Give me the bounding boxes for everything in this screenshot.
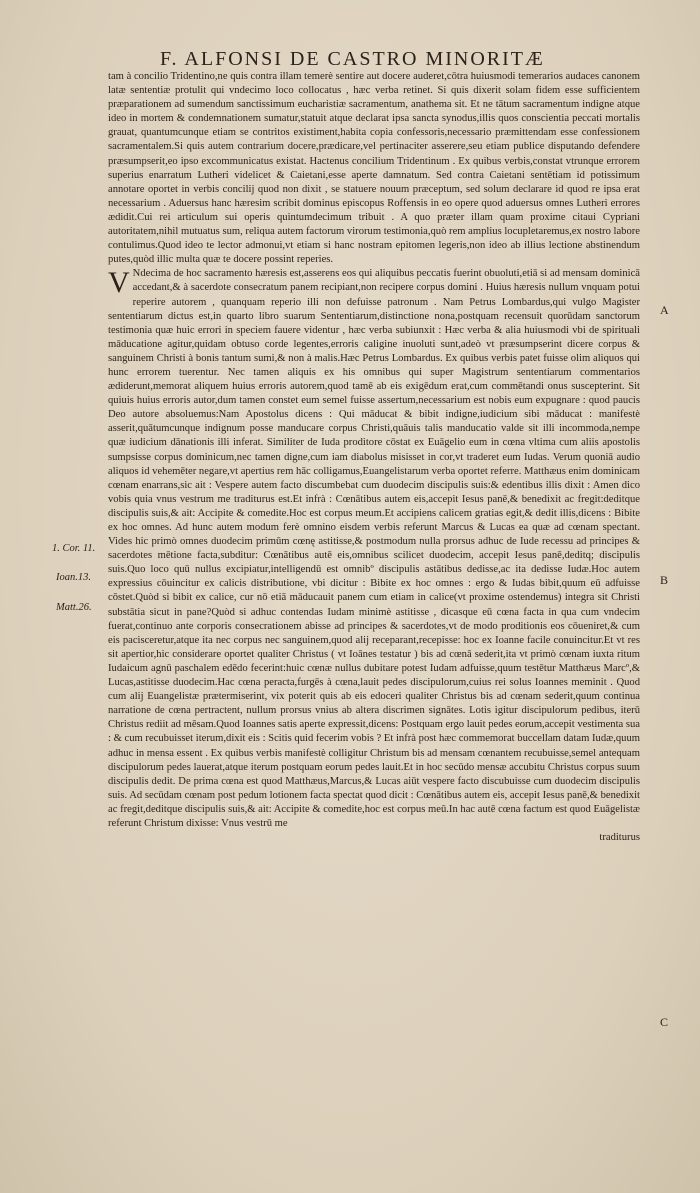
drop-cap-letter: V: [108, 266, 130, 300]
margin-ref-corinthians: 1. Cor. 11.: [52, 543, 96, 554]
paragraph-1: tam à concilio Tridentino,ne quis contra illam temerè sentire aut docere auderet,cōtra huiusmodi temerarios audaces canonem latæ sententiæ protulit qui vndecimo loco collocatus , hæc verba retinet. Si quis dixerit solam fidem esse sufficientem præparationem ad sumendum sanctissimum eucharistiæ sacramentum, anathema sit. Et ne tātum sacramentum indigne atque ideo in mortem & condemnationem sumatur,statuit atque declarat ipsa sancta synodus,illis quos conscientia peccati mortalis grauat, quantumcunque etiam se contritos existiment,habita copia confessoris,necessario præmittendam esse confessionem sacramentalem.Si quis autem contrarium docere,prædicare,vel pertinaciter asserere,seu etiam publice disputando defendere præsumpserit,eo ipso excommunicatus existat. Hactenus concilium Tridentinum . Ex quibus verbis,constat vtrunque errorem superius enarratum Lutheri videlicet & Caietani,esse aperte damnatum. Sed contra Caietani sentētiam id potissimum annotare oportet in verbis concilij quod non dixit , se statuere nouum præceptum, sed solum declarare id quod re ipsa erat necessarium . Aduersus hanc hæresim scribit dominus episcopus Roffensis in eo opere quod aduersus omnes Lutheri errores ædidit.Cui rei articulum sui operis quintumdecimum tribuit . A quo præter illam quam proxime citaui Cypriani autoritatem,nihil mutuatus sum, reliqua autem factorum virorum testimonia,quò rem amplius locupletaremus,ex nostro labore contulimus.Quod ideo te lector admonui,vt etiam si hanc nostram epitomen legeris,non ideo ab illius lectione abstinendum putes,quòd illic multa quæ te docere possint reperies.: [108, 71, 640, 266]
margin-letter-b: B: [660, 573, 669, 587]
catchword: traditurus: [599, 832, 640, 844]
paragraph-2-text: Ndecima de hoc sacramento hæresis est,asserens eos qui aliquibus peccatis fuerint obuoluti,etiā si ad mensam dominicā accedant,& à sacerdote consecratum panem recipiant,non recipere corpus domini . Huius hæresis nullum vnquam potui reperire autorem , quanquam reperio illi non defuisse patronum . Nam Petrus Lombardus,qui vulgo Magister sententiarum dictus est,in quarto libro suarum Sententiarum,distinctione nona,postquam recensuit quorūdam sanctorum testimonia quæ huic errori in speciem fauere videntur , hæc verba subiunxit : Hæc verba & alia huiusmodi vbi de spirituali māducatione agitur,quidam obtuso corde legentes,erroris caligine inuoluti sunt,adeò vt præsumpserint dicere corpus & sanguinem Christi à bonis tantum sumi,& non à malis.Hæc Petrus Lombardus. Ex quibus verbis patet fuisse olim aliquos qui hunc errorem tuerentur. Nec tamen aliquis ex his omnibus qui super Magistrum sententiarum commentarios ædiderunt,memorat aliquem huius erroris autorem,quod tamē ab eis exigēdum erat,cum commētandi onus suscepterint. Sit quiuis huius erroris autor,dum tamen constet eum semel fuisse assertum,necessarium est nobis eum expugnare : quod paucis Deo autore absoluemus:Nam Apostolus dicens : Qui māducat & bibit indigne,iudicium sibi māducat : manifestè asserit,quātumcunque indignum posse manducare corpus Christi,quāuis talis manducatio valde sit illi incommoda,nempe quæ iudicium dānationis illi inferat. Similiter de Iuda proditore cōstat ex Euāgelio eum in cœna vltima cum aliis apostolis sumpsisse corpus dominicum,nec tamen digne,cum iam diabolus misisset in cor,vt traderet eum Iudas. Verum quoniā audio aliquos id vehemēter negare,vt apertius rem hāc colligamus,Euangelistarum verba oportet referre. Matthæus enim dominicam cœnam enarrans,sic ait : Vespere autem facto discumbebat cum duodecim discipulis suis:& edentibus illis dixit : Amen dico vobis quia vnus vestrum me traditurus est.Et infrà : Cœnātibus autem eis,accepit Iesus panē,& benedixit ac fregit:deditque discipulis suis,& ait: Accipite & comedite.Hoc est corpus meum.Et accipiens calicem gratias egit,& dedit illis,dicens : Bibite ex hoc omnes. Ad hunc autem modum ferè omnino eisdem verbis referunt Marcus & Lucas ea quæ ad cœnam spectant. Vides hic primò omnes duodecim primūm cœnę astitisse,& postmodum nulla prorsus adhuc de Iude recessu ad principes & sacerdotes mētione facta,subditur: Cœnātibus autē eis,omnibus scilicet duodecim, accepit Iesus panē,deditq; discipulis suis.Quo loco quū nullus excipiatur,intelligendū est omnibº discipulis astātibus dedisse,ac ita dedisse Iudæ.Hoc autem expressius cōuincitur ex calicis distributione, vbi dicitur : Bibite ex hoc omnes : ergo & Iudas bibit,quum eū adfuisse cōstet.Quòd si bibit ex calice, cur nō etiā māducauit panem cum etiam in calice(vt proxime ostendemus) integra sit Christi substātia sicut in pane?Quòd si adhuc contendas Iudam minimè astitisse , dicasque eū cœna facta in qua cum vndecim fuerat,continuo ante corporis consecrationem abisse ad principes & sacerdotes,vt de modo proditionis eos cōueniret,& cum eis pacisceretur,atque ita nec corpus nec sanguinem,quod alij receparant,recepisse: hoc ex Ioanne facile conuincitur.Et vt res sit apertior,hic considerare oportet qualiter Christus ( vt Ioānes testatur ) bis ad cœnā sederit,ita vt primò cœnam iuxta ritum Iudaicum agnū paschalem edēdo fecerint:huic cœnæ nullus dubitare potest Iudam adfuisse,quum testētur Matthæus Marcº,& Lucas,astitisse duodecim.Hac cœna peracta,furgēs à cœna,lauit pedes discipulorum,cuius rei solus Ioannes meminit . Quod cum alij Euangelistæ prætermiserint, vix poterit quis ab eis edoceri qualiter Christus bis ad cœnam sederit,quum continua narratione de cœna pertractent, nullum prorsus vnius ab altera discrimen signātes. Lotis igitur discipulorum pedibus, iterū Christus rediit ad mēsam.Quod Ioannes satis aperte expressit,dicens: Postquam ergo lauit pedes eorum,accepit vestimenta sua : & cum recubuisset iterum,dixit eis : Scitis quid fecerim vobis ? Et infrà post hæc commemorat buccellam datam Iudæ,quum adhuc in mensa essent . Ex quibus verbis manifestè colligitur Christum bis ad mensam cœnantem recubuisse,semel antequam discipulorum pedes lauerat,atque iterum postquam eorum pedes lauit.Et in hoc secūdo mensæ accubitu Christus corpus suum discipulis dedit. De prima cœna est quod Matthæus,Marcus,& Lucas aiūt vespere facto discubuisse cum duodecim discipulis suis. Ad secūdam cœnam post pedum lotionem facta spectat quod dicit : Cœnātibus autem eis, accepit Iesus panē,& benedixit ac fregit,deditque discipulis suis,& ait: Accipite & comedite,hoc est corpus meū.In hac autē cœna factum est quod Euāgelistæ referunt Christum dixisse: Vnus vestrū me: [108, 268, 641, 829]
margin-letter-a: A: [660, 303, 669, 317]
paragraph-2: [108, 267, 640, 831]
main-text-block: [108, 70, 640, 845]
margin-letter-c: C: [660, 1015, 669, 1029]
margin-ref-matthaeus: Matt.26.: [56, 602, 92, 613]
margin-ref-ioannes: Ioan.13.: [56, 572, 91, 583]
running-header: F. ALFONSI DE CASTRO MINORITÆ: [160, 48, 545, 70]
